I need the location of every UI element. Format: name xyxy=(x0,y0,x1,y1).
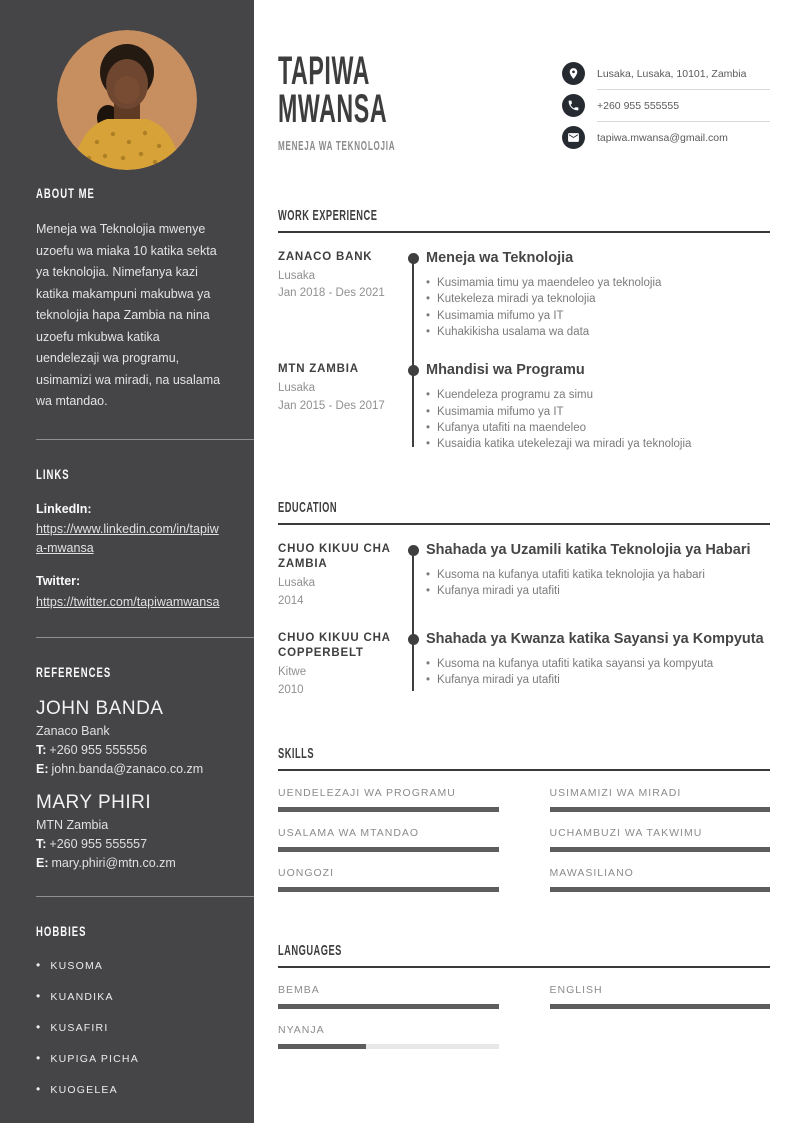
bullet-item: • Kuendeleza programu za simu xyxy=(426,387,770,403)
work-entry xyxy=(278,250,770,340)
skill-label: UCHAMBUZI WA TAKWIMU xyxy=(549,827,703,840)
company-location: Lusaka xyxy=(278,381,316,394)
section-header xyxy=(278,499,770,525)
first-name: TAPIWA xyxy=(278,49,370,93)
reference-name: JOHN BANDA xyxy=(36,698,164,720)
contact-row-email xyxy=(562,122,770,153)
hobby-item: • KUOGELEA xyxy=(36,1082,224,1096)
location-text: Lusaka, Lusaka, 10101, Zambia xyxy=(597,67,747,80)
timeline-column xyxy=(400,631,426,698)
language-bar-fill xyxy=(550,1004,771,1009)
employment-dates: Jan 2015 - Des 2017 xyxy=(278,399,385,412)
email-value: john.banda@zanaco.co.zm xyxy=(51,762,204,777)
school-location: Kitwe xyxy=(278,665,307,678)
role-bullets xyxy=(426,275,770,340)
section-header xyxy=(278,745,770,771)
section-header xyxy=(278,942,770,968)
language-item xyxy=(550,984,771,1009)
references-section xyxy=(0,664,254,870)
phone-value: +260 955 555556 xyxy=(49,743,148,758)
skill-item xyxy=(278,787,499,812)
contact-row-location xyxy=(562,58,770,89)
skill-bar-fill xyxy=(550,887,771,892)
degree-title: Shahada ya Kwanza katika Sayansi ya Kompyuta xyxy=(426,630,764,647)
email-label: E: xyxy=(36,762,49,777)
education-entry xyxy=(278,542,770,609)
role-bullets xyxy=(426,387,770,452)
entry-left xyxy=(278,250,400,340)
bullet-item: • Kutekeleza miradi ya teknolojia xyxy=(426,291,770,307)
languages-grid xyxy=(278,984,770,1049)
phone-label: T: xyxy=(36,743,47,758)
job-title: MENEJA WA TEKNOLOJIA xyxy=(278,138,396,153)
work-entries xyxy=(278,250,770,453)
reference-phone xyxy=(36,837,224,851)
phone-value: +260 955 555557 xyxy=(49,837,148,852)
link-item-linkedin xyxy=(36,500,224,558)
skill-bar-fill xyxy=(278,847,499,852)
work-experience-title: WORK EXPERIENCE xyxy=(278,207,378,224)
entry-right xyxy=(426,362,770,452)
bullet-item: • Kusoma na kufanya utafiti katika sayansi ya kompyuta xyxy=(426,656,770,672)
email-text: tapiwa.mwansa@gmail.com xyxy=(597,131,728,144)
header xyxy=(278,49,770,155)
company-location: Lusaka xyxy=(278,269,316,282)
reference-email xyxy=(36,762,224,776)
skill-bar xyxy=(550,807,771,812)
skill-label: USIMAMIZI WA MIRADI xyxy=(549,787,682,800)
skills-grid xyxy=(278,787,770,892)
twitter-link[interactable]: https://twitter.com/tapiwamwansa xyxy=(36,594,220,609)
skill-item xyxy=(550,787,771,812)
skills-section xyxy=(278,745,770,892)
reference-company: Zanaco Bank xyxy=(36,724,110,739)
entry-right xyxy=(426,631,770,698)
reference-item xyxy=(36,698,224,776)
links-section xyxy=(0,466,254,612)
references-title: REFERENCES xyxy=(36,664,112,681)
timeline-column xyxy=(400,362,426,452)
link-label: Twitter: xyxy=(36,573,81,588)
sidebar-divider xyxy=(36,439,254,440)
hobbies-section xyxy=(0,923,254,1096)
email-value: mary.phiri@mtn.co.zm xyxy=(51,856,176,871)
about-text: Meneja wa Teknolojia mwenye uzoefu wa miaka 10 katika sekta ya teknolojia. Nimefanya kazi katika makampuni makubwa ya teknolojia hapa Zambia na nina uzoefu mkubwa katika uendelezaji wa programu, usimamizi wa miradi, na usalama wa mtandao. xyxy=(36,222,221,408)
email-label: E: xyxy=(36,856,49,871)
bullet-item: • Kuhakikisha usalama wa data xyxy=(426,324,770,340)
languages-title: LANGUAGES xyxy=(278,942,342,960)
skill-bar xyxy=(550,847,771,852)
language-label: BEMBA xyxy=(278,984,320,997)
degree-bullets xyxy=(426,567,770,600)
education-entry xyxy=(278,631,770,698)
entry-left xyxy=(278,542,400,609)
phone-text: +260 955 555555 xyxy=(597,99,680,112)
hobby-list xyxy=(36,958,224,1096)
entry-right xyxy=(426,542,770,609)
language-item xyxy=(278,1024,499,1049)
sidebar-divider xyxy=(36,896,254,897)
company-name: ZANACO BANK xyxy=(278,251,373,263)
education-entries xyxy=(278,542,770,698)
languages-section xyxy=(278,942,770,1049)
name-block xyxy=(278,49,562,155)
skill-bar-fill xyxy=(550,847,771,852)
entry-right xyxy=(426,250,770,340)
education-dates: 2014 xyxy=(278,594,304,607)
reference-company: MTN Zambia xyxy=(36,818,109,833)
contact-block xyxy=(562,58,770,155)
section-header xyxy=(278,207,770,233)
bullet-item: • Kusimamia mifumo ya IT xyxy=(426,404,770,420)
language-label: ENGLISH xyxy=(549,984,603,997)
reference-name: MARY PHIRI xyxy=(36,792,152,814)
skill-bar-fill xyxy=(278,807,499,812)
hobby-item: • KUSAFIRI xyxy=(36,1020,224,1034)
hobby-item: • KUSOMA xyxy=(36,958,224,972)
phone-label: T: xyxy=(36,837,47,852)
link-item-twitter xyxy=(36,572,224,612)
entry-left xyxy=(278,631,400,698)
language-bar-fill xyxy=(278,1044,366,1049)
phone-icon xyxy=(562,94,585,117)
bullet-item: • Kufanya miradi ya utafiti xyxy=(426,672,770,688)
language-item xyxy=(278,984,499,1009)
skill-bar-fill xyxy=(550,807,771,812)
bullet-item: • Kusaidia katika utekelezaji wa miradi ya teknolojia xyxy=(426,436,770,452)
portrait-illustration xyxy=(57,30,197,170)
main-content xyxy=(254,0,794,1123)
school-name: CHUO KIKUU CHA ZAMBIA xyxy=(278,542,391,571)
bullet-item: • Kusoma na kufanya utafiti katika teknolojia ya habari xyxy=(426,567,770,583)
skill-bar xyxy=(550,887,771,892)
skills-title: SKILLS xyxy=(278,745,315,763)
reference-item xyxy=(36,792,224,870)
education-section xyxy=(278,499,770,698)
employment-dates: Jan 2018 - Des 2021 xyxy=(278,287,385,300)
skill-bar-fill xyxy=(278,887,499,892)
linkedin-link[interactable]: https://www.linkedin.com/in/tapiwa-mwansa xyxy=(36,522,219,555)
school-name: CHUO KIKUU CHA COPPERBELT xyxy=(278,631,391,660)
email-icon xyxy=(562,126,585,149)
work-entry xyxy=(278,362,770,452)
skill-label: UONGOZI xyxy=(278,867,334,880)
language-bar-fill xyxy=(278,1004,499,1009)
skill-bar xyxy=(278,887,499,892)
skill-label: MAWASILIANO xyxy=(549,867,634,880)
last-name: MWANSA xyxy=(278,87,388,131)
skill-bar xyxy=(278,807,499,812)
skill-item xyxy=(550,827,771,852)
degree-bullets xyxy=(426,656,770,689)
bullet-item: • Kufanya utafiti na maendeleo xyxy=(426,420,770,436)
location-icon xyxy=(562,62,585,85)
skill-item xyxy=(550,867,771,892)
language-bar xyxy=(550,1004,771,1009)
reference-phone xyxy=(36,743,224,757)
language-label: NYANJA xyxy=(278,1024,325,1037)
sidebar xyxy=(0,0,254,1123)
skill-bar xyxy=(278,847,499,852)
school-location: Lusaka xyxy=(278,576,316,589)
skill-label: USALAMA WA MTANDAO xyxy=(278,827,420,840)
bullet-item: • Kufanya miradi ya utafiti xyxy=(426,583,770,599)
degree-title: Shahada ya Uzamili katika Teknolojia ya Habari xyxy=(426,541,751,558)
role-title: Meneja wa Teknolojia xyxy=(426,250,574,266)
skill-label: UENDELEZAJI WA PROGRAMU xyxy=(278,787,456,800)
link-label: LinkedIn: xyxy=(36,501,92,516)
sidebar-divider xyxy=(36,637,254,638)
contact-row-phone xyxy=(562,90,770,121)
reference-email xyxy=(36,856,224,870)
education-title: EDUCATION xyxy=(278,498,338,516)
candidate-name xyxy=(278,49,443,131)
entry-left xyxy=(278,362,400,452)
bullet-item: • Kusimamia mifumo ya IT xyxy=(426,308,770,324)
timeline-column xyxy=(400,542,426,609)
about-section xyxy=(0,185,254,413)
language-bar xyxy=(278,1044,499,1049)
language-bar xyxy=(278,1004,499,1009)
role-title: Mhandisi wa Programu xyxy=(426,362,585,379)
skill-item xyxy=(278,867,499,892)
skill-item xyxy=(278,827,499,852)
hobby-item: • KUANDIKA xyxy=(36,989,224,1003)
timeline-column xyxy=(400,250,426,340)
education-dates: 2010 xyxy=(278,683,304,696)
hobbies-title: HOBBIES xyxy=(36,923,87,940)
company-name: MTN ZAMBIA xyxy=(278,363,359,376)
profile-photo xyxy=(57,30,197,170)
bullet-item: • Kusimamia timu ya maendeleo ya teknolojia xyxy=(426,275,770,291)
links-title: LINKS xyxy=(36,465,70,482)
about-title: ABOUT ME xyxy=(36,185,95,201)
work-experience-section xyxy=(278,207,770,453)
hobby-item: • KUPIGA PICHA xyxy=(36,1051,224,1065)
